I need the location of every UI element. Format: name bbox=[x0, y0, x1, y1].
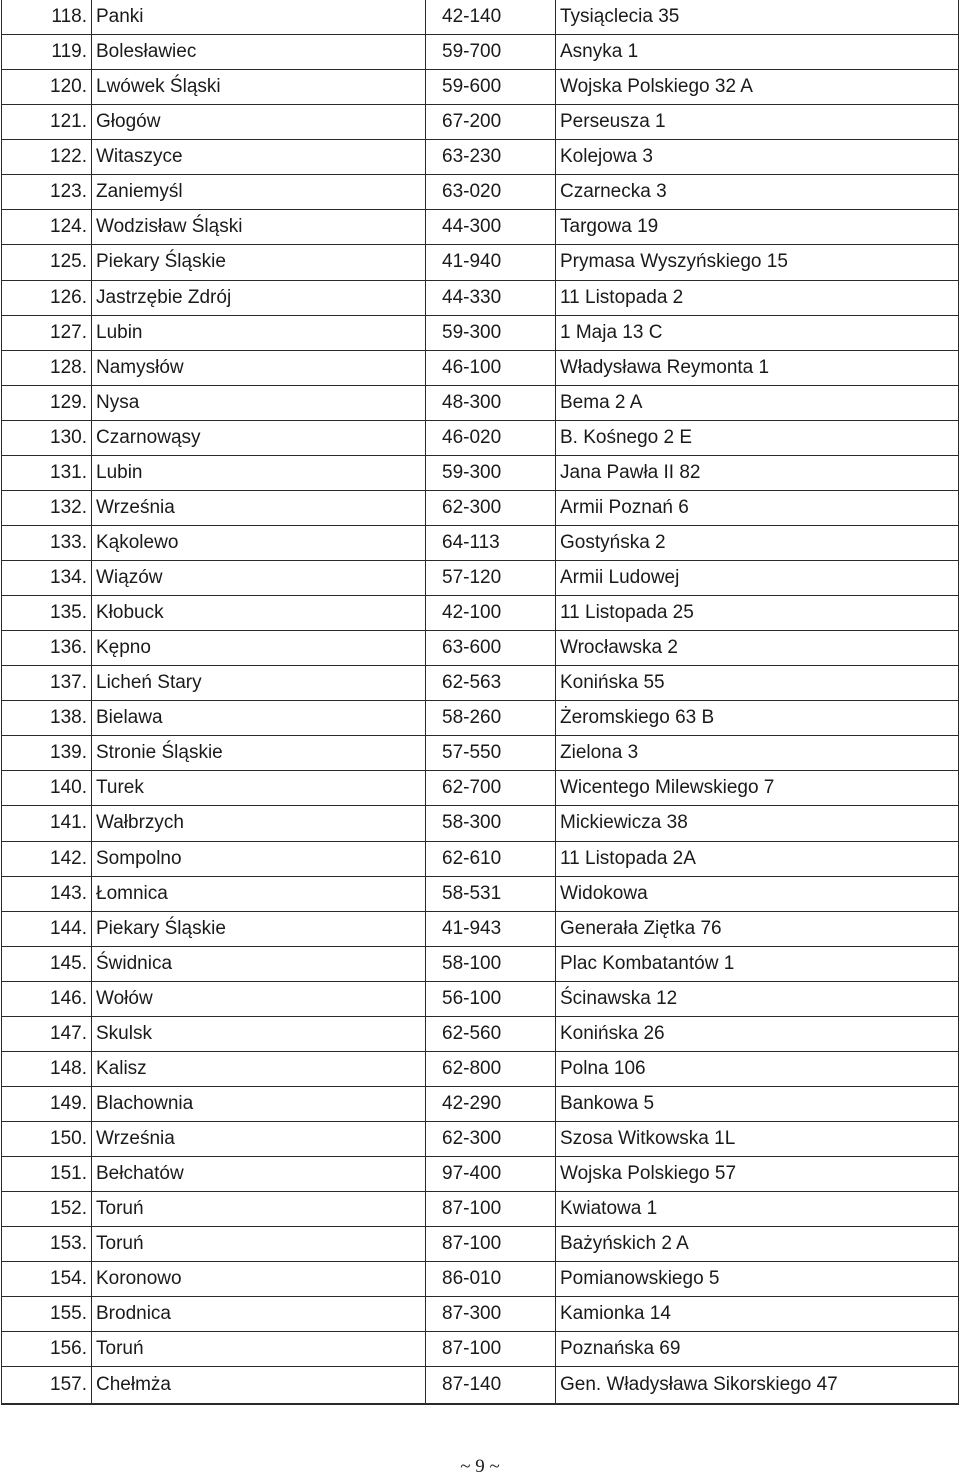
row-number: 156. bbox=[2, 1332, 92, 1367]
table-row bbox=[2, 455, 959, 490]
street-cell: Szosa Witkowska 1L bbox=[556, 1122, 959, 1157]
row-number: 121. bbox=[2, 105, 92, 140]
postal-code-cell: 62-300 bbox=[426, 490, 556, 525]
row-number: 124. bbox=[2, 210, 92, 245]
row-number: 128. bbox=[2, 350, 92, 385]
row-number: 148. bbox=[2, 1051, 92, 1086]
postal-code-cell: 62-563 bbox=[426, 666, 556, 701]
street-cell: 1 Maja 13 C bbox=[556, 315, 959, 350]
postal-code-cell: 62-610 bbox=[426, 841, 556, 876]
city-cell: Panki bbox=[92, 0, 426, 35]
street-cell: B. Kośnego 2 E bbox=[556, 420, 959, 455]
postal-code-cell: 41-943 bbox=[426, 911, 556, 946]
city-cell: Łomnica bbox=[92, 876, 426, 911]
row-number: 131. bbox=[2, 455, 92, 490]
table-row bbox=[2, 701, 959, 736]
row-number: 140. bbox=[2, 771, 92, 806]
city-cell: Kępno bbox=[92, 631, 426, 666]
address-table bbox=[1, 0, 959, 1405]
city-cell: Chełmża bbox=[92, 1367, 426, 1405]
city-cell: Kłobuck bbox=[92, 596, 426, 631]
postal-code-cell: 56-100 bbox=[426, 981, 556, 1016]
street-cell: Pomianowskiego 5 bbox=[556, 1262, 959, 1297]
table-row bbox=[2, 946, 959, 981]
table-row bbox=[2, 280, 959, 315]
postal-code-cell: 86-010 bbox=[426, 1262, 556, 1297]
row-number: 125. bbox=[2, 245, 92, 280]
city-cell: Świdnica bbox=[92, 946, 426, 981]
street-cell: Widokowa bbox=[556, 876, 959, 911]
row-number: 154. bbox=[2, 1262, 92, 1297]
city-cell: Sompolno bbox=[92, 841, 426, 876]
postal-code-cell: 87-100 bbox=[426, 1192, 556, 1227]
city-cell: Wołów bbox=[92, 981, 426, 1016]
table-row bbox=[2, 1227, 959, 1262]
table-row bbox=[2, 1367, 959, 1405]
postal-code-cell: 87-300 bbox=[426, 1297, 556, 1332]
row-number: 118. bbox=[2, 0, 92, 35]
city-cell: Toruń bbox=[92, 1227, 426, 1262]
postal-code-cell: 67-200 bbox=[426, 105, 556, 140]
row-number: 157. bbox=[2, 1367, 92, 1405]
street-cell: Bankowa 5 bbox=[556, 1086, 959, 1121]
row-number: 126. bbox=[2, 280, 92, 315]
table-row bbox=[2, 0, 959, 35]
address-table-body bbox=[2, 0, 959, 1404]
city-cell: Piekary Śląskie bbox=[92, 911, 426, 946]
city-cell: Czarnowąsy bbox=[92, 420, 426, 455]
postal-code-cell: 62-700 bbox=[426, 771, 556, 806]
row-number: 155. bbox=[2, 1297, 92, 1332]
table-row bbox=[2, 70, 959, 105]
postal-code-cell: 44-300 bbox=[426, 210, 556, 245]
city-cell: Kąkolewo bbox=[92, 525, 426, 560]
street-cell: Wojska Polskiego 32 A bbox=[556, 70, 959, 105]
row-number: 149. bbox=[2, 1086, 92, 1121]
street-cell: Mickiewicza 38 bbox=[556, 806, 959, 841]
city-cell: Lubin bbox=[92, 315, 426, 350]
street-cell: Władysława Reymonta 1 bbox=[556, 350, 959, 385]
street-cell: Kamionka 14 bbox=[556, 1297, 959, 1332]
table-row bbox=[2, 35, 959, 70]
table-row bbox=[2, 876, 959, 911]
row-number: 138. bbox=[2, 701, 92, 736]
postal-code-cell: 57-120 bbox=[426, 561, 556, 596]
row-number: 127. bbox=[2, 315, 92, 350]
postal-code-cell: 58-300 bbox=[426, 806, 556, 841]
street-cell: Wrocławska 2 bbox=[556, 631, 959, 666]
city-cell: Nysa bbox=[92, 385, 426, 420]
city-cell: Wodzisław Śląski bbox=[92, 210, 426, 245]
table-row bbox=[2, 736, 959, 771]
row-number: 145. bbox=[2, 946, 92, 981]
postal-code-cell: 42-100 bbox=[426, 596, 556, 631]
table-row bbox=[2, 1122, 959, 1157]
row-number: 146. bbox=[2, 981, 92, 1016]
city-cell: Namysłów bbox=[92, 350, 426, 385]
postal-code-cell: 42-140 bbox=[426, 0, 556, 35]
postal-code-cell: 57-550 bbox=[426, 736, 556, 771]
table-row bbox=[2, 596, 959, 631]
table-row bbox=[2, 911, 959, 946]
street-cell: Kwiatowa 1 bbox=[556, 1192, 959, 1227]
row-number: 122. bbox=[2, 140, 92, 175]
street-cell: Wojska Polskiego 57 bbox=[556, 1157, 959, 1192]
row-number: 141. bbox=[2, 806, 92, 841]
row-number: 139. bbox=[2, 736, 92, 771]
city-cell: Bielawa bbox=[92, 701, 426, 736]
table-row bbox=[2, 1262, 959, 1297]
street-cell: Asnyka 1 bbox=[556, 35, 959, 70]
row-number: 152. bbox=[2, 1192, 92, 1227]
street-cell: Czarnecka 3 bbox=[556, 175, 959, 210]
postal-code-cell: 44-330 bbox=[426, 280, 556, 315]
postal-code-cell: 59-300 bbox=[426, 315, 556, 350]
city-cell: Jastrzębie Zdrój bbox=[92, 280, 426, 315]
table-row bbox=[2, 1016, 959, 1051]
street-cell: Konińska 26 bbox=[556, 1016, 959, 1051]
table-row bbox=[2, 140, 959, 175]
postal-code-cell: 62-800 bbox=[426, 1051, 556, 1086]
row-number: 142. bbox=[2, 841, 92, 876]
city-cell: Koronowo bbox=[92, 1262, 426, 1297]
table-row bbox=[2, 525, 959, 560]
row-number: 144. bbox=[2, 911, 92, 946]
city-cell: Skulsk bbox=[92, 1016, 426, 1051]
postal-code-cell: 48-300 bbox=[426, 385, 556, 420]
postal-code-cell: 62-560 bbox=[426, 1016, 556, 1051]
postal-code-cell: 87-140 bbox=[426, 1367, 556, 1405]
city-cell: Turek bbox=[92, 771, 426, 806]
city-cell: Bełchatów bbox=[92, 1157, 426, 1192]
city-cell: Toruń bbox=[92, 1192, 426, 1227]
city-cell: Bolesławiec bbox=[92, 35, 426, 70]
city-cell: Lwówek Śląski bbox=[92, 70, 426, 105]
table-row bbox=[2, 315, 959, 350]
postal-code-cell: 63-600 bbox=[426, 631, 556, 666]
city-cell: Zaniemyśl bbox=[92, 175, 426, 210]
row-number: 123. bbox=[2, 175, 92, 210]
row-number: 150. bbox=[2, 1122, 92, 1157]
street-cell: Prymasa Wyszyńskiego 15 bbox=[556, 245, 959, 280]
city-cell: Toruń bbox=[92, 1332, 426, 1367]
city-cell: Lubin bbox=[92, 455, 426, 490]
city-cell: Stronie Śląskie bbox=[92, 736, 426, 771]
table-row bbox=[2, 771, 959, 806]
page-number: ~ 9 ~ bbox=[460, 1456, 500, 1477]
table-row bbox=[2, 561, 959, 596]
row-number: 119. bbox=[2, 35, 92, 70]
postal-code-cell: 46-100 bbox=[426, 350, 556, 385]
table-row bbox=[2, 1086, 959, 1121]
row-number: 130. bbox=[2, 420, 92, 455]
city-cell: Wiązów bbox=[92, 561, 426, 596]
street-cell: Targowa 19 bbox=[556, 210, 959, 245]
city-cell: Września bbox=[92, 1122, 426, 1157]
row-number: 143. bbox=[2, 876, 92, 911]
city-cell: Licheń Stary bbox=[92, 666, 426, 701]
postal-code-cell: 58-100 bbox=[426, 946, 556, 981]
postal-code-cell: 64-113 bbox=[426, 525, 556, 560]
row-number: 153. bbox=[2, 1227, 92, 1262]
city-cell: Piekary Śląskie bbox=[92, 245, 426, 280]
street-cell: Gostyńska 2 bbox=[556, 525, 959, 560]
table-row bbox=[2, 666, 959, 701]
table-row bbox=[2, 490, 959, 525]
postal-code-cell: 46-020 bbox=[426, 420, 556, 455]
postal-code-cell: 59-600 bbox=[426, 70, 556, 105]
street-cell: Żeromskiego 63 B bbox=[556, 701, 959, 736]
street-cell: Armii Ludowej bbox=[556, 561, 959, 596]
city-cell: Kalisz bbox=[92, 1051, 426, 1086]
table-row bbox=[2, 210, 959, 245]
street-cell: Bema 2 A bbox=[556, 385, 959, 420]
table-row bbox=[2, 1051, 959, 1086]
table-row bbox=[2, 350, 959, 385]
street-cell: Polna 106 bbox=[556, 1051, 959, 1086]
street-cell: Generała Ziętka 76 bbox=[556, 911, 959, 946]
street-cell: 11 Listopada 2 bbox=[556, 280, 959, 315]
street-cell: Tysiąclecia 35 bbox=[556, 0, 959, 35]
street-cell: Poznańska 69 bbox=[556, 1332, 959, 1367]
row-number: 151. bbox=[2, 1157, 92, 1192]
street-cell: Gen. Władysława Sikorskiego 47 bbox=[556, 1367, 959, 1405]
postal-code-cell: 59-700 bbox=[426, 35, 556, 70]
city-cell: Witaszyce bbox=[92, 140, 426, 175]
row-number: 136. bbox=[2, 631, 92, 666]
row-number: 135. bbox=[2, 596, 92, 631]
table-row bbox=[2, 981, 959, 1016]
row-number: 129. bbox=[2, 385, 92, 420]
postal-code-cell: 97-400 bbox=[426, 1157, 556, 1192]
street-cell: Wicentego Milewskiego 7 bbox=[556, 771, 959, 806]
table-row bbox=[2, 175, 959, 210]
postal-code-cell: 59-300 bbox=[426, 455, 556, 490]
postal-code-cell: 42-290 bbox=[426, 1086, 556, 1121]
street-cell: Konińska 55 bbox=[556, 666, 959, 701]
postal-code-cell: 63-020 bbox=[426, 175, 556, 210]
table-row bbox=[2, 1297, 959, 1332]
row-number: 132. bbox=[2, 490, 92, 525]
row-number: 137. bbox=[2, 666, 92, 701]
postal-code-cell: 41-940 bbox=[426, 245, 556, 280]
table-row bbox=[2, 806, 959, 841]
table-row bbox=[2, 631, 959, 666]
city-cell: Września bbox=[92, 490, 426, 525]
postal-code-cell: 63-230 bbox=[426, 140, 556, 175]
street-cell: Zielona 3 bbox=[556, 736, 959, 771]
street-cell: Bażyńskich 2 A bbox=[556, 1227, 959, 1262]
table-row bbox=[2, 385, 959, 420]
row-number: 133. bbox=[2, 525, 92, 560]
city-cell: Głogów bbox=[92, 105, 426, 140]
postal-code-cell: 58-531 bbox=[426, 876, 556, 911]
row-number: 147. bbox=[2, 1016, 92, 1051]
row-number: 120. bbox=[2, 70, 92, 105]
table-row bbox=[2, 1192, 959, 1227]
table-row bbox=[2, 1332, 959, 1367]
street-cell: 11 Listopada 2A bbox=[556, 841, 959, 876]
table-row bbox=[2, 105, 959, 140]
postal-code-cell: 58-260 bbox=[426, 701, 556, 736]
table-row bbox=[2, 420, 959, 455]
street-cell: Armii Poznań 6 bbox=[556, 490, 959, 525]
city-cell: Blachownia bbox=[92, 1086, 426, 1121]
postal-code-cell: 87-100 bbox=[426, 1227, 556, 1262]
street-cell: 11 Listopada 25 bbox=[556, 596, 959, 631]
table-row bbox=[2, 245, 959, 280]
postal-code-cell: 87-100 bbox=[426, 1332, 556, 1367]
city-cell: Wałbrzych bbox=[92, 806, 426, 841]
street-cell: Perseusza 1 bbox=[556, 105, 959, 140]
table-row bbox=[2, 1157, 959, 1192]
street-cell: Plac Kombatantów 1 bbox=[556, 946, 959, 981]
table-row bbox=[2, 841, 959, 876]
street-cell: Jana Pawła II 82 bbox=[556, 455, 959, 490]
postal-code-cell: 62-300 bbox=[426, 1122, 556, 1157]
city-cell: Brodnica bbox=[92, 1297, 426, 1332]
street-cell: Kolejowa 3 bbox=[556, 140, 959, 175]
row-number: 134. bbox=[2, 561, 92, 596]
street-cell: Ścinawska 12 bbox=[556, 981, 959, 1016]
